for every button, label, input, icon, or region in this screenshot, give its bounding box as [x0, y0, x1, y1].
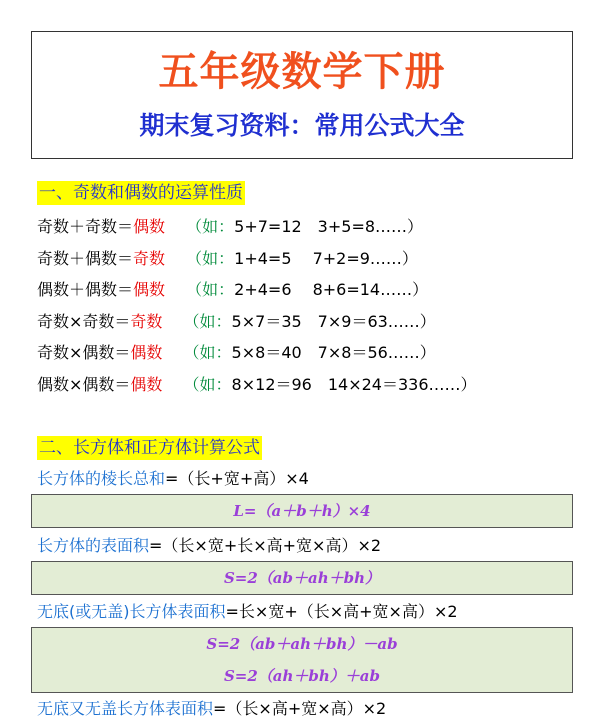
rule-row: [37, 312, 477, 344]
section-odd-even: [37, 181, 245, 205]
rule-row: [37, 280, 477, 312]
example-value: 2+4=6 8+6=14……）: [234, 280, 429, 300]
rule-result: 偶数: [133, 280, 166, 300]
odd-even-rows: [37, 217, 477, 407]
rule-row: [37, 375, 477, 407]
formula-label: 长方体的棱长总和: [37, 469, 166, 488]
formula-expression: L=（a＋b＋h）×4: [233, 502, 371, 520]
section-cuboid: [37, 436, 262, 460]
rule-left: 偶数＋偶数＝: [37, 280, 134, 300]
rule-left: 偶数×偶数＝: [37, 374, 131, 394]
formula-box: [31, 494, 573, 528]
formula-text: =（长×宽+长×高+宽×高）×2: [149, 536, 382, 555]
formula-label: 无底又无盖长方体表面积: [37, 699, 214, 718]
formula-text: =（长×高+宽×高）×2: [213, 699, 387, 718]
title-box: [31, 31, 573, 159]
rule-left: 奇数×偶数＝: [37, 343, 131, 363]
example-label: （如：: [183, 374, 232, 394]
rule-result: 奇数: [133, 248, 166, 268]
section-heading: 二、长方体和正方体计算公式: [39, 438, 260, 458]
rule-left: 奇数×奇数＝: [37, 311, 131, 331]
rule-left: 奇数＋偶数＝: [37, 248, 134, 268]
rule-row: [37, 217, 477, 249]
formula-expression: S=2（ab＋ah＋bh）－ab: [206, 635, 398, 653]
formula-expression: S=2（ab＋ah＋bh）: [223, 569, 381, 587]
formula-label: 无底(或无盖)长方体表面积: [37, 602, 226, 621]
formula-text: =（长+宽+高）×4: [165, 469, 309, 488]
formula-expression: S=2（ah＋bh）＋ab: [223, 667, 381, 685]
example-label: （如：: [186, 280, 235, 300]
page-subtitle: 期末复习资料：常用公式大全: [139, 111, 465, 140]
rule-row: [37, 343, 477, 375]
example-label: （如：: [183, 343, 232, 363]
rule-left: 奇数＋奇数＝: [37, 217, 134, 236]
formula-label: 长方体的表面积: [37, 536, 150, 555]
rule-result: 偶数: [130, 374, 163, 394]
formula-box: [31, 561, 573, 595]
formula-line: [37, 601, 458, 623]
rule-result: 奇数: [130, 311, 163, 331]
formula-text: =长×宽+（长×高+宽×高）×2: [225, 602, 458, 621]
rule-result: 偶数: [130, 343, 163, 363]
formula-line: [37, 698, 386, 720]
example-value: 1+4=5 7+2=9……）: [234, 248, 418, 268]
section-heading: 一、奇数和偶数的运算性质: [39, 183, 243, 203]
example-label: （如：: [186, 248, 235, 268]
rule-result: 偶数: [133, 217, 166, 236]
example-value: 5×8＝40 7×8＝56……）: [231, 343, 436, 363]
example-label: （如：: [186, 217, 235, 236]
example-label: （如：: [183, 311, 232, 331]
formula-line: [37, 535, 381, 557]
formula-box: [31, 627, 573, 693]
formula-line: [37, 468, 309, 490]
example-value: 5×7＝35 7×9＝63……）: [231, 311, 436, 331]
example-value: 5+7=12 3+5=8……）: [234, 217, 424, 236]
example-value: 8×12＝96 14×24＝336……）: [231, 374, 477, 394]
page-title: 五年级数学下册: [158, 48, 446, 95]
rule-row: [37, 249, 477, 281]
